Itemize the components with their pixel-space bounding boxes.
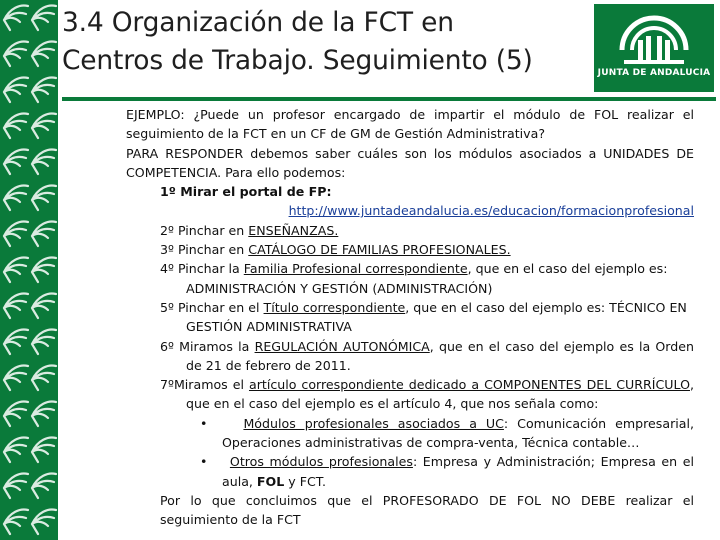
titulo-link[interactable]: Título correspondiente (263, 299, 406, 315)
decorative-strip (0, 0, 58, 540)
step-7 (126, 375, 694, 414)
step-4-prefix: 4º Pinchar la (160, 261, 244, 277)
junta-andalucia-logo (594, 4, 714, 92)
example-question: EJEMPLO: ¿Puede un profesor encargado de impartir el módulo de FOL realizar el seguimiento de la FCT en un CF de GM de Gestión Administrativa? (126, 107, 694, 142)
step-7-prefix: 7ºMiramos el (160, 377, 249, 393)
page-title (62, 4, 592, 80)
step-5-prefix: 5º Pinchar en el (160, 299, 264, 315)
step-5-suffix: , que en el caso del ejemplo es: TÉCNICO EN GESTIÓN ADMINISTRATIVA (186, 299, 687, 335)
modulos-asociados-uc-link[interactable]: Módulos profesionales asociados a UC (243, 415, 504, 431)
title-line-2: Centros de Trabajo. Seguimiento (5) (62, 45, 533, 76)
step-2-prefix: 2º Pinchar en (160, 222, 249, 238)
bullet-dot-icon: • (200, 415, 244, 431)
step-1 (126, 182, 694, 201)
bullet-2 (126, 452, 694, 491)
otros-modulos-link[interactable]: Otros módulos profesionales (229, 454, 413, 470)
fp-portal-link[interactable]: http://www.juntadeandalucia.es/educacion/formacionprofesional (288, 203, 694, 219)
step-6-suffix: , que en el caso del ejemplo es la Orden de 21 de febrero de 2011. (186, 338, 694, 373)
step-4 (126, 259, 694, 298)
familia-profesional-link[interactable]: Familia Profesional correspondiente (243, 261, 468, 277)
step-3 (126, 240, 694, 259)
step-3-prefix: 3º Pinchar en (160, 242, 249, 258)
step-7-suffix: , que en el caso del ejemplo es el artículo 4, que nos señala como: (186, 377, 694, 412)
header-divider (62, 97, 716, 101)
regulacion-autonomica-link[interactable]: REGULACIÓN AUTONÓMICA (254, 338, 430, 354)
articulo-componentes-link[interactable]: artículo correspondiente dedicado a COMPONENTES DEL CURRÍCULO (248, 377, 690, 393)
step-5 (126, 298, 694, 337)
step-6 (126, 337, 694, 376)
title-line-1: 3.4 Organización de la FCT en (62, 7, 454, 38)
bullet-1-text: : Comunicación empresarial, Operaciones administrativas de compra-venta, Técnica contable… (222, 415, 694, 451)
step-2 (126, 221, 694, 240)
step-6-prefix: 6º Miramos la (160, 338, 255, 354)
conclusion: Por lo que concluimos que el PROFESORADO DE FOL NO DEBE realizar el seguimiento de la FCT (160, 492, 694, 528)
bullet-2-text-a: : Empresa y Administración; Empresa en el aula, (222, 454, 694, 489)
ensenanzas-link[interactable]: ENSEÑANZAS. (248, 222, 339, 238)
leaf-pattern-icon (0, 0, 58, 540)
logo-emblem-icon (594, 4, 714, 92)
bullet-1 (126, 414, 694, 453)
fp-portal-link-row (126, 201, 694, 220)
step-4-suffix: , que en el caso del ejemplo es: ADMINISTRACIÓN Y GESTIÓN (ADMINISTRACIÓN) (186, 261, 668, 296)
answer-intro: PARA RESPONDER debemos saber cuáles son los módulos asociados a UNIDADES DE COMPETENCIA. Para ello podemos: (126, 145, 694, 180)
logo-label: JUNTA DE ANDALUCIA (597, 68, 711, 78)
slide-content (126, 105, 694, 530)
catalogo-familias-link[interactable]: CATÁLOGO DE FAMILIAS PROFESIONALES. (248, 242, 511, 258)
bullet-dot-icon: • (200, 454, 230, 470)
step-1-text: 1º Mirar el portal de FP: (160, 184, 332, 200)
bullet-2-text-b: y FCT. (284, 473, 326, 489)
fol-emphasis: FOL (256, 473, 285, 489)
